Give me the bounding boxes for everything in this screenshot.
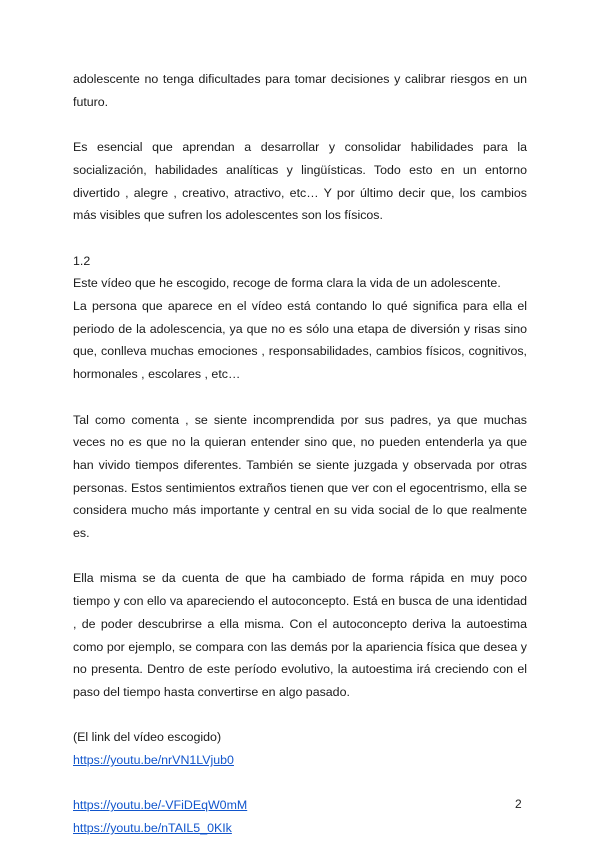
paragraph-5: Tal como comenta , se siente incomprendida por sus padres, ya que muchas veces no es que no la quieran entender sino que, no pueden entenderla ya que han vivido tiempos diferentes. También se siente juzgada y observada por otras personas. Estos sentimientos extraños tienen que ver con el egocentrismo, ella se considera mucho más importante y central en su vida social de lo que realmente es. (73, 412, 527, 541)
spacer (73, 113, 527, 136)
spacer (73, 772, 527, 795)
spacer (73, 386, 527, 409)
spacer (73, 227, 527, 250)
paragraph-4: La persona que aparece en el vídeo está contando lo qué significa para ella el periodo de la adolescencia, ya que no es sólo una etapa de diversión y risas sino que, conlleva muchas emociones , responsabilidades, cambios físicos, cognitivos, hormonales , escolares , etc… (73, 299, 527, 382)
paragraph-2: Es esencial que aprendan a desarrollar y consolidar habilidades para la socialización, habilidades analíticas y lingüísticas. Todo esto en un entorno divertido , alegre , creativo, atractivo, etc… Y por último decir que, los cambios más visibles que sufren los adolescentes son los físicos. (73, 140, 527, 223)
page-number: 2 (515, 797, 522, 811)
video-link-1[interactable]: https://youtu.be/nrVN1LVjub0 (73, 753, 234, 768)
spacer (73, 545, 527, 568)
paragraph-1: adolescente no tenga dificultades para tomar decisiones y calibrar riesgos en un futuro. (73, 72, 527, 109)
document-page (73, 68, 527, 840)
section-number: 1.2 (73, 253, 91, 268)
video-link-3[interactable]: https://youtu.be/nTAIL5_0KIk (73, 821, 232, 836)
video-link-2[interactable]: https://youtu.be/-VFiDEqW0mM (73, 798, 248, 813)
link-intro: (El link del vídeo escogido) (73, 730, 222, 745)
paragraph-3: Este vídeo que he escogido, recoge de forma clara la vida de un adolescente. (73, 276, 501, 291)
paragraph-6: Ella misma se da cuenta de que ha cambiado de forma rápida en muy poco tiempo y con ello va apareciendo el autoconcepto. Está en busca de una identidad , de poder descubrirse a ella misma. Con el autoconcepto deriva la autoestima como por ejemplo, se compara con las demás por la apariencia física que desea y no presenta. Dentro de este período evolutivo, la autoestima irá creciendo con el paso del tiempo hasta convertirse en algo pasado. (73, 571, 527, 699)
spacer (73, 704, 527, 727)
